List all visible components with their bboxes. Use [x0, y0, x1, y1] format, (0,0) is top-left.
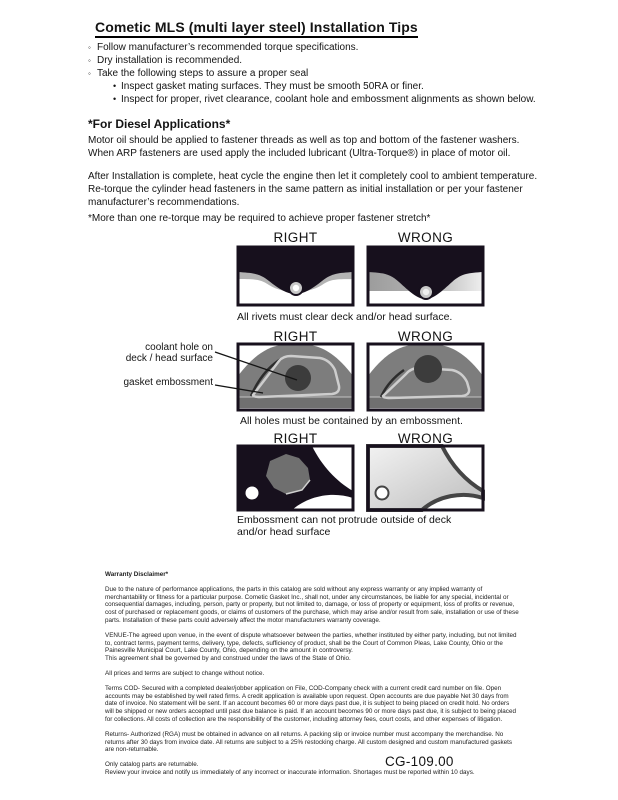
coolant-hole-label-line2: deck / head surface: [125, 353, 213, 364]
gasket-embossment-label: gasket embossment: [123, 377, 213, 388]
terms-paragraph: Terms COD- Secured with a completed dealer/jobber application on File, COD-Company check with a current credit card number on file. Open accounts may be established by well rated firms. A credit application is available upon request. Open accounts are due payable Net 30 days from date of invoice. No statement will be sent. If an account becomes 60 or more days past due, it is subject to being placed on credit hold. No orders will be shipped or new orders accepted until past due balance is paid. If an account becomes 90 or more days past due, it is subject to being placed for collections. All costs of collection are the responsibility of the customer, including attorney fees, court costs, and other expenses of litigation.: [105, 684, 516, 723]
row1-caption: All rivets must clear deck and/or head surface.: [237, 311, 453, 323]
prices-line: All prices and terms are subject to change without notice.: [105, 669, 265, 677]
row3-right-label: RIGHT: [273, 431, 318, 446]
list-item: [88, 93, 536, 106]
rivet-wrong-diagram: [366, 245, 485, 307]
list-item: [88, 80, 536, 93]
row3-wrong-label: WRONG: [397, 431, 454, 446]
returns-paragraph: Returns- Authorized (RGA) must be obtained in advance on all returns. A packing slip or invoice number must accompany the merchandise. No returns after 30 days from invoice date. All returns are subject to a 25% restocking charge. All custom designed and custom manufactured gaskets are non-returnable.: [105, 730, 513, 754]
list-item: [88, 67, 536, 80]
warranty-heading: Warranty Disclaimer*: [105, 571, 169, 578]
warranty-paragraph: Due to the nature of performance applications, the parts in this catalog are sold without any express warranty or any implied warranty of merchantability or fitness for a particular purpose. Cometic Gasket Inc., shall not, under any circumstances, be liable for any special, incidental or consequential damages, including, person, party or property, but not limited to, damage, or loss of property or equipment, loss of profits or revenue, cost of purchased or replacement goods, or claims of customers of the purchase, which may arise and/or result from sale, installation or use of these parts. Installation of these parts could adversely affect the motor manufacturers warranty coverage.: [105, 585, 519, 624]
coolant-hole-label-line1: coolant hole on: [145, 342, 213, 353]
catalog-returnable-line: Only catalog parts are returnable.: [105, 761, 199, 769]
document-code: CG-109.00: [385, 754, 454, 769]
coolant-hole-icon: [414, 355, 442, 383]
venue-paragraph: VENUE-The agreed upon venue, in the event of dispute whatsoever between the parties, whether instituted by either party, including, but not limited to, contract terms, payment terms, delivery, type, defects, sufficiency of product, shall be the Court of Common Pleas, Lake County, Ohio or the Painesville Municipal Court, Lake County, Ohio, depending on the amount in controversy.: [105, 631, 517, 655]
label-pointer-lines: [88, 340, 378, 415]
bolt-hole-icon: [376, 487, 389, 500]
bolt-hole-icon: [246, 487, 259, 500]
row2-wrong-label: WRONG: [397, 329, 454, 344]
diesel-applications-heading: *For Diesel Applications*: [88, 117, 231, 131]
list-item-text: Dry installation is recommended.: [97, 55, 243, 66]
list-item-text: Take the following steps to assure a proper seal: [97, 68, 309, 79]
diesel-paragraph-2: After Installation is complete, heat cycle the engine then let it completely cool to ambient temperature. Re-torque the cylinder head fasteners in the same pattern as initial installation or per your fastener manufacturer’s recommendations.: [88, 171, 538, 209]
bullet-icon: ◦: [88, 56, 91, 65]
row3-caption: [237, 514, 451, 538]
row1-right-label: RIGHT: [273, 230, 318, 245]
warranty-disclaimer-block: [105, 571, 519, 777]
bullet-icon: ◦: [88, 43, 91, 52]
list-item-text: Follow manufacturer’s recommended torque specifications.: [97, 42, 359, 53]
row3-caption-line2: and/or head surface: [237, 526, 331, 538]
row3-caption-line1: Embossment can not protrude outside of deck: [237, 514, 452, 526]
row2-caption: All holes must be contained by an embossment.: [240, 415, 463, 427]
rivet-right-diagram: [236, 245, 355, 307]
list-item: [88, 54, 536, 67]
retorque-note: *More than one re-torque may be required to achieve proper fastener stretch*: [88, 213, 431, 224]
bullet-icon: ◦: [88, 69, 91, 78]
review-invoice-line: Review your invoice and notify us immediately of any incorrect or inaccurate information. Shortages must be reported within 10 days.: [105, 768, 475, 776]
page-title: Cometic MLS (multi layer steel) Installation Tips: [95, 19, 418, 38]
bullet-icon: •: [113, 94, 117, 104]
bullet-icon: •: [113, 81, 117, 91]
row2-right-label: RIGHT: [273, 329, 318, 344]
row1-wrong-label: WRONG: [397, 230, 454, 245]
list-item: [88, 41, 536, 54]
list-item-text: Inspect for proper, rivet clearance, coolant hole and embossment alignments as shown below.: [121, 94, 536, 105]
installation-tips-list: [88, 41, 536, 106]
diesel-paragraph-1: Motor oil should be applied to fastener threads as well as top and bottom of the fastener washers. When ARP fasteners are used apply the included lubricant (Ultra-Torque®) in place of motor oil.: [88, 135, 520, 160]
governing-law-line: This agreement shall be governed by and construed under the laws of the State of Ohio.: [105, 655, 351, 663]
protrusion-right-diagram: [236, 444, 355, 512]
list-item-text: Inspect gasket mating surfaces. They must be smooth 50RA or finer.: [121, 81, 424, 92]
embossment-wrong-diagram: [366, 342, 485, 412]
protrusion-wrong-diagram: [366, 444, 485, 512]
